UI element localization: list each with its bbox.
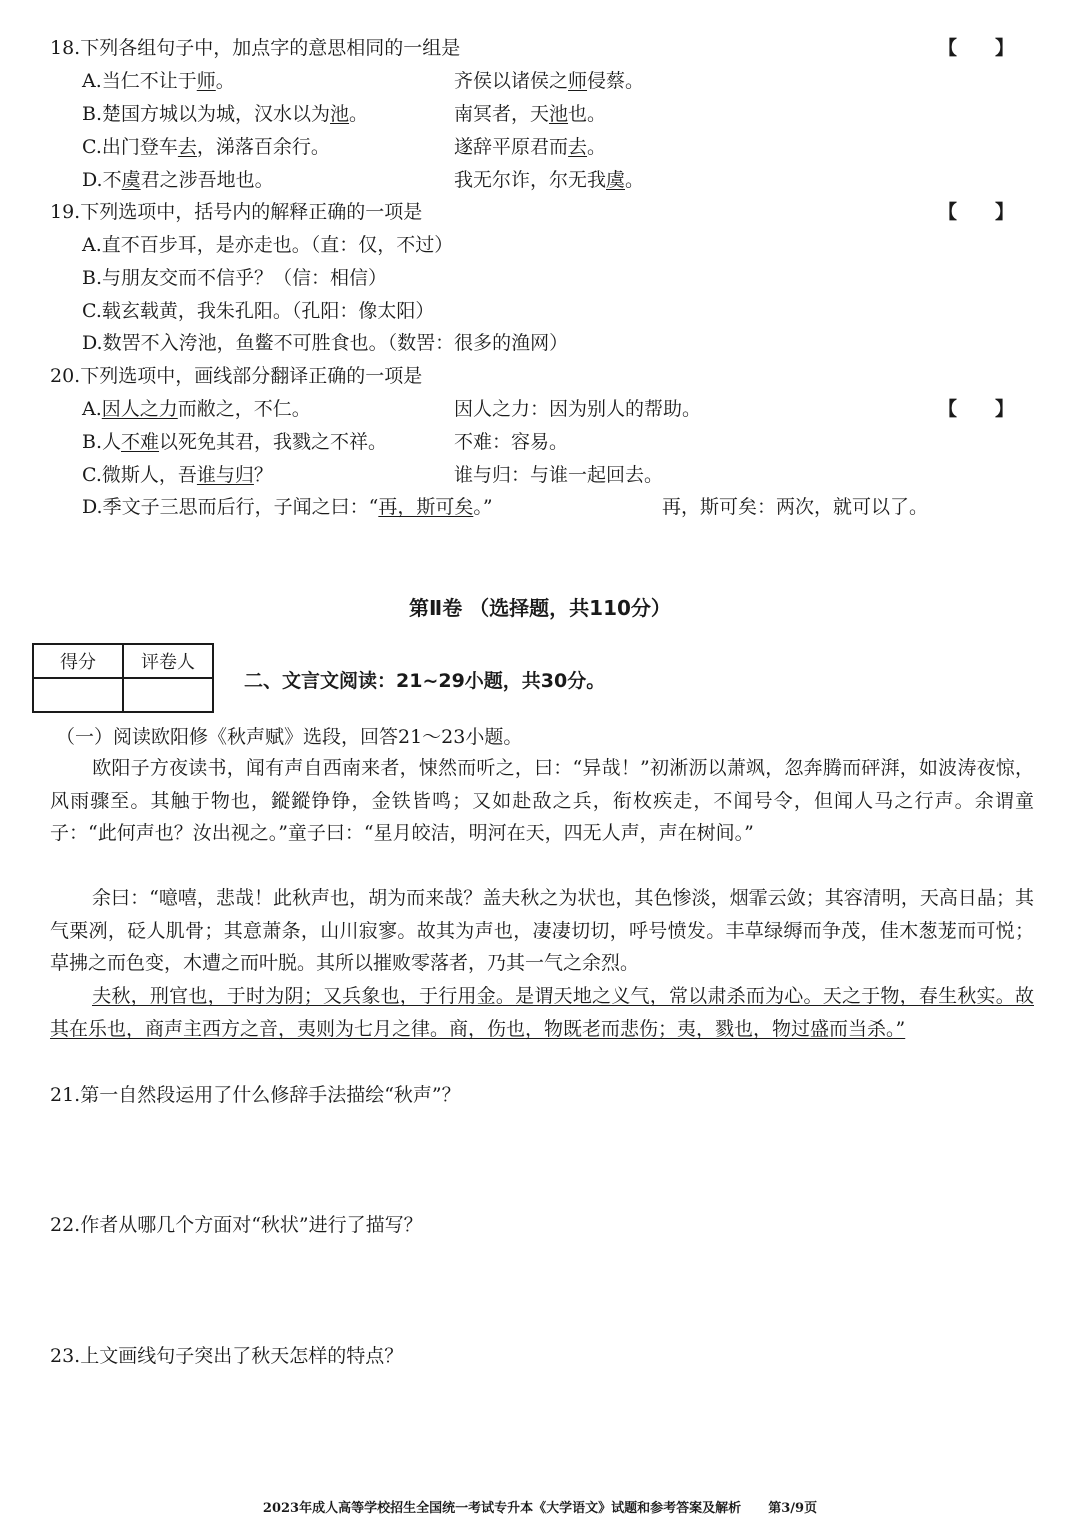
q20-option-b: B.人不难以死免其君，我戮之不祥。 [82, 431, 388, 453]
q19-option-c: C.载玄载黄，我朱孔阳。（孔阳：像太阳） [82, 300, 435, 322]
part2-heading: 第Ⅱ卷 （选择题，共110分） [409, 596, 671, 620]
score-cell[interactable] [33, 678, 123, 712]
q18-option-d: D.不虞君之涉吾地也。 [82, 169, 274, 191]
q20-option-d-translation: 再，斯可矣：两次，就可以了。 [662, 496, 929, 518]
q23: 23.上文画线句子突出了秋天怎样的特点？ [50, 1345, 404, 1367]
q18-option-a: A.当仁不让于师。 [82, 70, 235, 92]
q18-option-c: C.出门登车去，涕落百余行。 [82, 136, 330, 158]
reading-paragraph-3: 夫秋，刑官也，于时为阴；又兵象也，于行用金。是谓天地之义气，常以肃杀而为心。天之于物，春生秋实。故其在乐也，商声主西方之音，夷则为七月之律。商，伤也，物既老而悲伤；夷，戮也，物过盛而当杀。” [50, 985, 1034, 1040]
footer-title: 2023年成人高等学校招生全国统一考试专升本《大学语文》试题和参考答案及解析 [262, 1501, 742, 1516]
q18-option-d-pair: 我无尔诈，尔无我虞。 [454, 169, 645, 191]
reading-paragraph-1: 欧阳子方夜读书，闻有声自西南来者，悚然而听之，曰：“异哉！”初淅沥以萧飒，忽奔腾而砰湃，如波涛夜惊，风雨骤至。其触于物也，鏦鏦铮铮，金铁皆鸣；又如赴敌之兵，衔枚疾走，不闻号令，但闻人马之行声。余谓童子：“此何声也？汝出视之。”童子曰：“星月皎洁，明河在天，四无人声，声在树间。” [50, 757, 1034, 844]
q18-option-b-pair: 南冥者，天池也。 [454, 103, 607, 125]
page-number: 第3/9页 [768, 1501, 818, 1516]
q20-stem: 20.下列选项中，画线部分翻译正确的一项是 [50, 365, 423, 387]
q19-option-a: A.直不百步耳，是亦走也。（直：仅，不过） [82, 234, 454, 256]
q19-answer-bracket[interactable]: 【 】 [938, 201, 1015, 223]
q20-option-c: C.微斯人，吾谁与归？ [82, 464, 273, 486]
q19-option-b: B.与朋友交而不信乎？（信：相信） [82, 267, 388, 289]
q19-option-d: D.数罟不入洿池，鱼鳖不可胜食也。（数罟：很多的渔网） [82, 332, 569, 354]
q18-answer-bracket[interactable]: 【 】 [938, 37, 1015, 59]
q18-option-a-pair: 齐侯以诸侯之师侵蔡。 [454, 70, 645, 92]
score-label: 得分 [33, 644, 123, 678]
grader-label: 评卷人 [123, 644, 213, 678]
q20-option-a: A.因人之力而敝之，不仁。 [82, 398, 311, 420]
q22: 22.作者从哪几个方面对“秋状”进行了描写？ [50, 1214, 423, 1236]
q19-stem: 19.下列选项中，括号内的解释正确的一项是 [50, 201, 423, 223]
reading-intro: （一）阅读欧阳修《秋声赋》选段，回答21～23小题。 [56, 726, 523, 748]
q20-option-c-translation: 谁与归：与谁一起回去。 [454, 464, 664, 486]
q18-option-b: B.楚国方城以为城，汉水以为池。 [82, 103, 369, 125]
q20-option-b-translation: 不难：容易。 [454, 431, 569, 453]
q20-answer-bracket[interactable]: 【 】 [938, 398, 1015, 420]
q18-option-c-pair: 遂辞平原君而去。 [454, 136, 607, 158]
grader-cell[interactable] [123, 678, 213, 712]
q18-stem: 18.下列各组句子中，加点字的意思相同的一组是 [50, 37, 461, 59]
q20-option-a-translation: 因人之力：因为别人的帮助。 [454, 398, 702, 420]
score-table [32, 643, 214, 713]
q20-option-d: D.季文子三思而后行，子闻之曰：“再，斯可矣。” [82, 496, 493, 518]
page-footer [0, 1497, 1080, 1516]
q21: 21.第一自然段运用了什么修辞手法描绘“秋声”？ [50, 1084, 461, 1106]
reading-paragraph-2: 余曰：“噫嘻，悲哉！此秋声也，胡为而来哉？盖夫秋之为状也，其色惨淡，烟霏云敛；其容清明，天高日晶；其气栗冽，砭人肌骨；其意萧条，山川寂寥。故其为声也，凄凄切切，呼号愤发。丰草绿缛而争茂，佳木葱茏而可悦；草拂之而色变，木遭之而叶脱。其所以摧败零落者，乃其一气之余烈。 [50, 887, 1034, 974]
section-title: 二、文言文阅读：21~29小题，共30分。 [244, 670, 606, 692]
